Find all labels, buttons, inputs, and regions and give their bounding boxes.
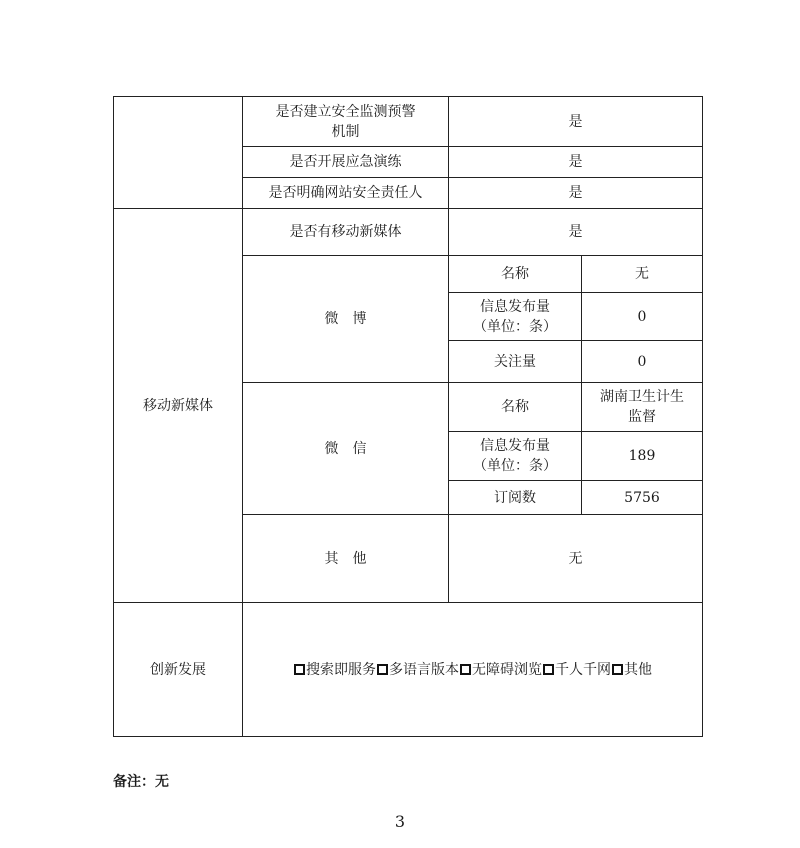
innovation-options — [243, 603, 703, 737]
remark-note: 备注：无 — [113, 774, 169, 790]
page-number: 3 — [394, 812, 406, 831]
responsible-person-value: 是 — [449, 178, 703, 209]
has-media-value: 是 — [449, 209, 703, 256]
weibo-followers-label: 关注量 — [449, 341, 582, 383]
checkbox-icon[interactable] — [460, 664, 471, 675]
drill-value: 是 — [449, 147, 703, 178]
media-section-label: 移动新媒体 — [114, 209, 243, 603]
other-media-label: 其 他 — [243, 515, 449, 603]
wechat-posts-value: 189 — [582, 432, 703, 481]
report-table — [113, 96, 703, 737]
weibo-name-value: 无 — [582, 256, 703, 293]
wechat-name-value: 湖南卫生计生 监督 — [582, 383, 703, 432]
weibo-followers-value: 0 — [582, 341, 703, 383]
has-media-label: 是否有移动新媒体 — [243, 209, 449, 256]
blank-section-cell — [114, 97, 243, 209]
checkbox-icon[interactable] — [543, 664, 554, 675]
option-multilingual: 多语言版本 — [389, 661, 459, 678]
option-other: 其他 — [624, 661, 652, 678]
checkbox-icon[interactable] — [377, 664, 388, 675]
weibo-label: 微 博 — [243, 256, 449, 383]
wechat-subs-value: 5756 — [582, 481, 703, 515]
option-personalized: 千人千网 — [555, 661, 611, 678]
responsible-person-label: 是否明确网站安全责任人 — [243, 178, 449, 209]
wechat-name-label: 名称 — [449, 383, 582, 432]
innovation-label: 创新发展 — [114, 603, 243, 737]
early-warning-label: 是否建立安全监测预警 机制 — [243, 97, 449, 147]
wechat-label: 微 信 — [243, 383, 449, 515]
weibo-name-label: 名称 — [449, 256, 582, 293]
wechat-subs-label: 订阅数 — [449, 481, 582, 515]
checkbox-icon[interactable] — [294, 664, 305, 675]
other-media-value: 无 — [449, 515, 703, 603]
early-warning-value: 是 — [449, 97, 703, 147]
drill-label: 是否开展应急演练 — [243, 147, 449, 178]
option-accessibility: 无障碍浏览 — [472, 661, 542, 678]
checkbox-icon[interactable] — [612, 664, 623, 675]
wechat-posts-label: 信息发布量 （单位：条） — [449, 432, 582, 481]
weibo-posts-label: 信息发布量 （单位：条） — [449, 293, 582, 341]
option-search-service: 搜索即服务 — [306, 661, 376, 678]
weibo-posts-value: 0 — [582, 293, 703, 341]
